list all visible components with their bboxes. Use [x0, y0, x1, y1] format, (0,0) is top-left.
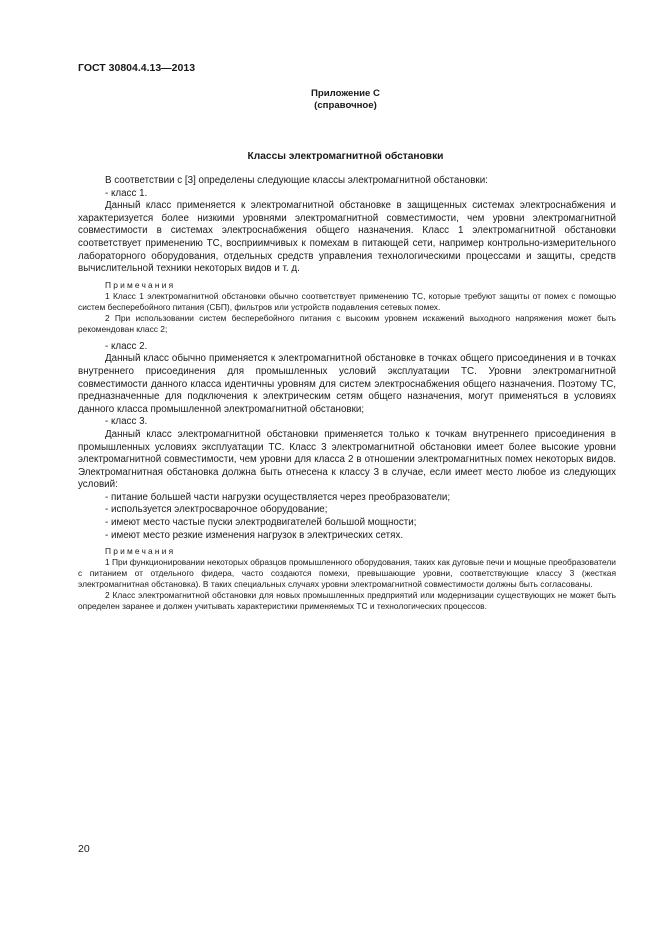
class3-condition-3: - имеют место частые пуски электродвигателей большой мощности;: [105, 517, 417, 529]
page-number: 20: [78, 843, 90, 855]
class1-item: - класс 1.: [105, 187, 148, 199]
intro-paragraph: В соответствии с [3] определены следующие классы электромагнитной обстановки:: [105, 175, 488, 186]
class2-item: - класс 2.: [105, 340, 148, 352]
appendix-type: (справочное): [314, 100, 377, 111]
appendix-label: Приложение С: [311, 88, 380, 99]
class1-notes-heading: Примечания: [105, 279, 176, 290]
class3-condition-2: - используется электросварочное оборудование;: [105, 504, 328, 516]
class3-condition-1: - питание большей части нагрузки осуществляется через преобразователи;: [105, 491, 451, 503]
appendix-heading: [0, 88, 661, 112]
document-body: [78, 175, 616, 612]
class3-item: - класс 3.: [105, 416, 148, 428]
class3-note-1: 1 При функционировании некоторых образцов промышленного оборудования, таких как дуговые печи и мощные преобразователи с питанием от отдельного фидера, часто создаются помехи, превышающие уровни, соответствующие классу 3 (жесткая электромагнитная обстановка). В таких специальных случаях уровни электромагнитной совместимости должны быть согласованы.: [78, 557, 616, 590]
standard-header: ГОСТ 30804.4.13—2013: [78, 62, 196, 74]
class1-note-2: 2 При использовании систем бесперебойного питания с высоким уровнем искажений выходного напряжения может быть рекомендован класс 2;: [78, 312, 616, 334]
class3-note-2: 2 Класс электромагнитной обстановки для новых промышленных предприятий или модернизации существующих не может быть определен заранее и должен учитывать характеристики применяемых ТС и технологических процессов.: [78, 590, 616, 612]
class1-text: Данный класс применяется к электромагнитной обстановке в защищенных системах электроснабжения и характеризуется более низкими уровнями электромагнитной совместимости, чем уровни электромагнитной совместимости в системах электроснабжения общего назначения. Класс 1 электромагнитной обстановки соответствует применению ТС, восприимчивых к помехам в питающей сети, например контрольно-измерительного лабораторного оборудования, отдельных средств управления технологическими процессами и защиты, средств вычислительной техники некоторых видов и т. д.: [78, 200, 616, 275]
class2-text: Данный класс обычно применяется к электромагнитной обстановке в точках общего присоединения и в точках внутреннего присоединения для промышленных условий эксплуатации ТС. Уровни электромагнитной совместимости данного класса идентичны уровням для систем электроснабжения общего назначения. Поэтому ТС, предназначенные для подключения к электрическим сетям общего назначения, могут применяться в условиях данного класса промышленной электромагнитной обстановки;: [78, 353, 616, 415]
section-title: Классы электромагнитной обстановки: [247, 151, 444, 162]
class3-notes-heading: Примечания: [105, 546, 176, 557]
class1-note-1: 1 Класс 1 электромагнитной обстановки обычно соответствует применению ТС, которые требуют защиты от помех с помощью систем бесперебойного питания (СБП), фильтров или устройств подавления сетевых помех.: [78, 290, 616, 312]
class3-text: Данный класс электромагнитной обстановки применяется только к точкам внутреннего присоединения в промышленных условиях эксплуатации ТС. Класс 3 электромагнитной обстановки имеет более высокие уровни электромагнитной совместимости, чем уровни для класса 2 в отношении электромагнитных помех некоторых видов. Электромагнитная обстановка должна быть отнесена к классу 3 в случае, если имеет место любое из следующих условий:: [78, 428, 616, 491]
class3-condition-4: - имеют место резкие изменения нагрузок в электрических сетях.: [105, 529, 404, 541]
